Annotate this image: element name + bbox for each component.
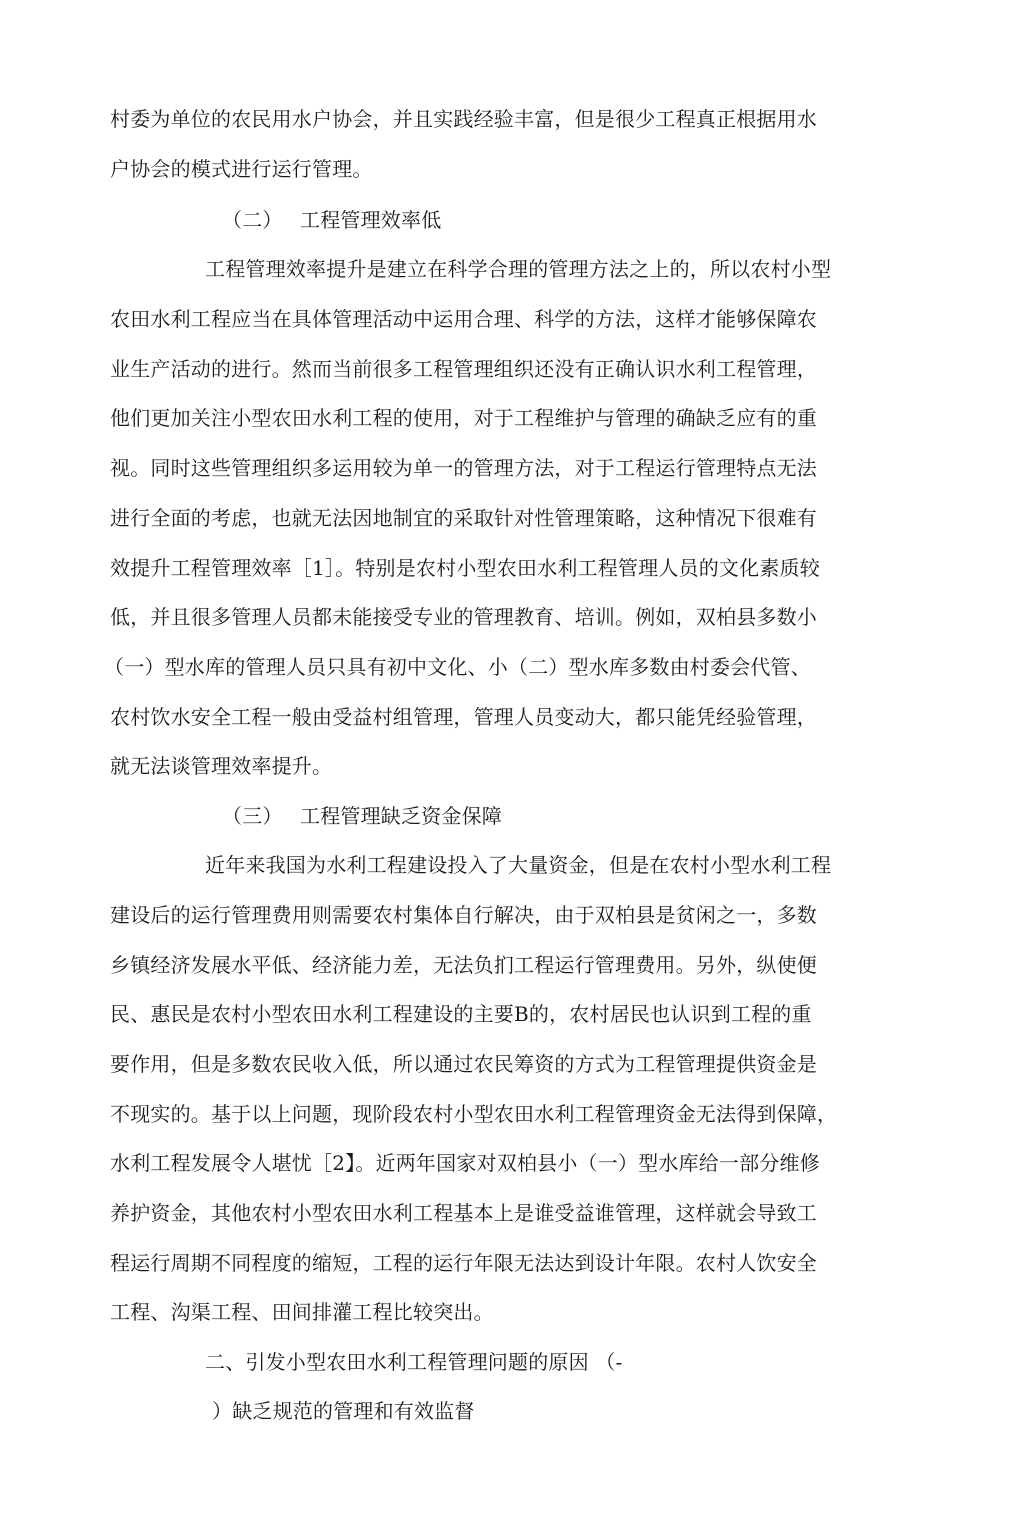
paragraph-line: 进行全面的考虑，也就无法因地制宜的采取针对性管理策略，这种情况下很难有 <box>110 506 817 530</box>
paragraph-line: 低，并且很多管理人员都未能接受专业的管理教育、培训。例如，双柏县多数小 <box>110 605 817 629</box>
paragraph-line: 乡镇经济发展水平低、经济能力差，无法负扪工程运行管理费用。另外，纵使便 <box>110 953 817 977</box>
paragraph-line: 就无法谈管理效率提升。 <box>110 754 333 778</box>
section-title: 工程管理缺乏资金保障 <box>300 804 502 828</box>
paragraph-line: 近年来我国为水利工程建设投入了大量资金，但是在农村小型水利工程 <box>205 853 832 877</box>
paragraph-line: 民、惠民是农村小型农田水利工程建设的主要B的，农村居民也认识到工程的重 <box>110 1002 812 1026</box>
section-title: 工程管理效率低 <box>300 208 442 232</box>
paragraph-line: 他们更加关注小型农田水利工程的使用，对于工程维护与管理的确缺乏应有的重 <box>110 406 817 430</box>
paragraph-line: 建设后的运行管理费用则需要农村集体自行解决，由于双柏县是贫闲之一，多数 <box>110 903 817 927</box>
section-number: （二） <box>222 208 283 232</box>
paragraph-line: 工程管理效率提升是建立在科学合理的管理方法之上的，所以农村小型 <box>205 257 832 281</box>
paragraph-line: 水利工程发展令人堪忧［2】。近两年国家对双柏县小（一）型水库给一部分维修 <box>110 1151 820 1175</box>
paragraph-line: 业生产活动的进行。然而当前很多工程管理组织还没有正确认识水利工程管理， <box>110 357 817 381</box>
paragraph-line: 效提升工程管理效率［1］。特别是农村小型农田水利工程管理人员的文化素质较 <box>110 556 820 580</box>
paragraph-line: 工程、沟渠工程、田间排灌工程比较突出。 <box>110 1300 494 1324</box>
paragraph-line: 程运行周期不同程度的缩短，工程的运行年限无法达到设计年限。农村人饮安全 <box>110 1251 817 1275</box>
section-heading <box>222 801 502 831</box>
chapter-heading: 二、引发小型农田水利工程管理问题的原因 （- <box>205 1350 623 1374</box>
paragraph-line: 户协会的模式进行运行管理。 <box>110 157 373 181</box>
chapter-subheading: ）缺乏规范的管理和有效监督 <box>212 1399 475 1423</box>
paragraph-line: 视。同时这些管理组织多运用较为单一的管理方法，对于工程运行管理特点无法 <box>110 456 817 480</box>
paragraph-line: 农村饮水安全工程一般由受益村组管理，管理人员变动大，都只能凭经验管理， <box>110 705 817 729</box>
paragraph-line: 要作用，但是多数农民收入低，所以通过农民筹资的方式为工程管理提供资金是 <box>110 1052 817 1076</box>
section-heading <box>222 205 441 235</box>
section-number: （三） <box>222 804 283 828</box>
paragraph-line: 不现实的。基于以上问题，现阶段农村小型农田水利工程管理资金无法得到保障， <box>110 1102 838 1126</box>
paragraph-line: 农田水利工程应当在具体管理活动中运用合理、科学的方法，这样才能够保障农 <box>110 307 817 331</box>
paragraph-line: 村委为单位的农民用水户协会，并且实践经验丰富，但是很少工程真正根据用水 <box>110 107 817 131</box>
paragraph-line: （一）型水库的管理人员只具有初中文化、小（二）型水库多数由村委会代管、 <box>104 655 811 679</box>
paragraph-line: 养护资金，其他农村小型农田水利工程基本上是谁受益谁管理，这样就会导致工 <box>110 1201 817 1225</box>
